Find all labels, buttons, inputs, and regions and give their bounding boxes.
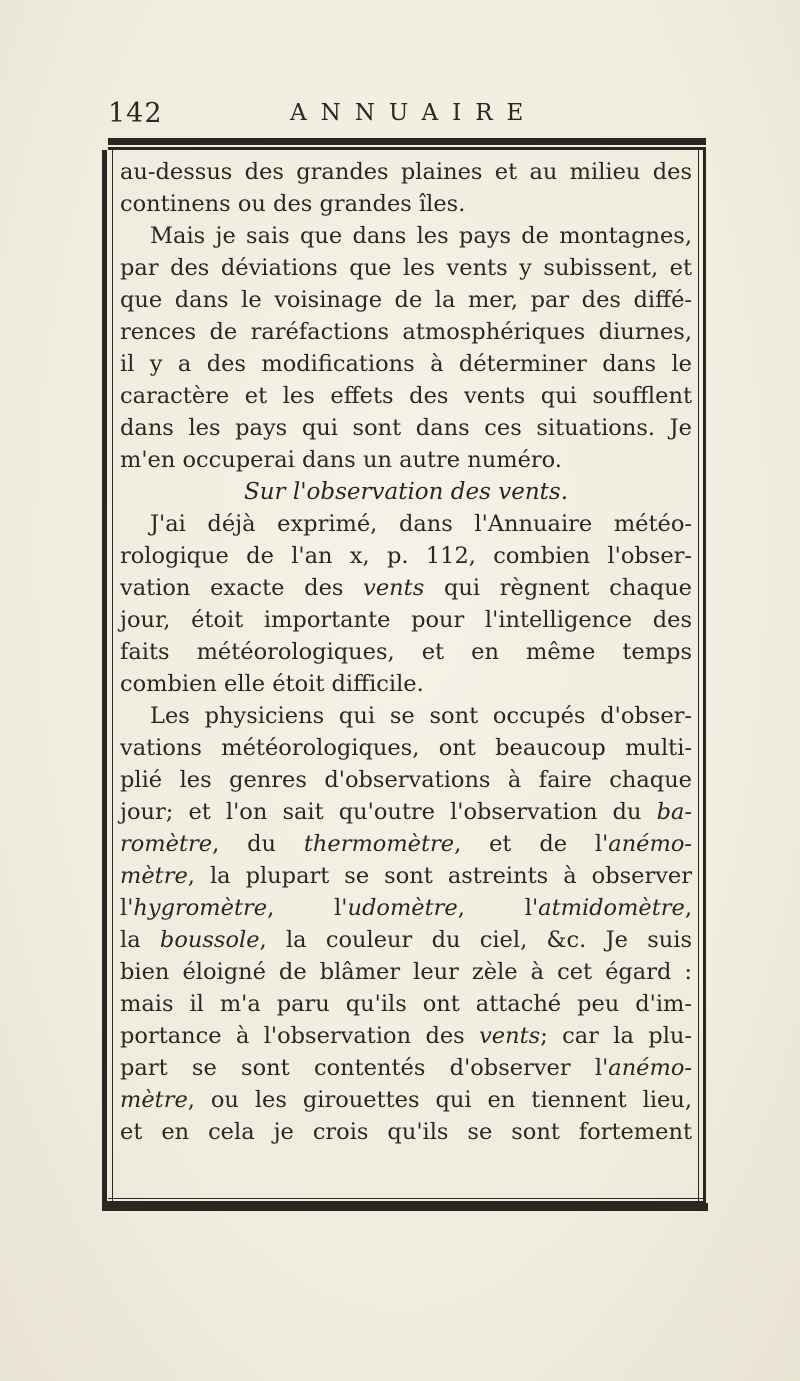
text-line [120,1020,692,1052]
italic-term: anémo- [608,1055,692,1081]
top-rule [108,138,706,147]
text-line [120,1052,692,1084]
text-line: au-dessus des grandes plaines et au milieu des [120,159,692,185]
text-line [120,924,692,956]
text-line: bien éloigné de blâmer leur zèle à cet égard : [120,959,692,985]
italic-term: thermomètre [303,831,455,857]
text-line: J'ai déjà exprimé, dans l'Annuaire météo- [150,511,692,537]
text-run: , l' [267,895,348,921]
text-line: rences de raréfactions atmosphériques diurnes, [120,319,692,345]
text-run: , l' [457,895,539,921]
text-line: rologique de l'an x, p. 112, combien l'obser- [120,543,692,569]
text-line [120,1084,692,1116]
text-run: l' [120,895,134,921]
section-heading: Sur l'observation des vents. [243,479,569,505]
text-run: , du [212,831,304,857]
italic-term: anémo- [608,831,692,857]
paragraph-1 [120,156,692,220]
text-line: Mais je sais que dans les pays de montagnes, [150,223,692,249]
italic-term: ba- [656,799,692,825]
text-line: Les physiciens qui se sont occupés d'obser- [150,703,692,729]
text-run: , [684,895,693,921]
italic-term: mètre [120,863,188,889]
text-run: la [120,927,160,953]
text-run: jour; et l'on sait qu'outre l'observation du [120,799,657,825]
paragraph-3 [120,508,692,700]
text-run: ; car la plu- [540,1023,692,1049]
text-line: il y a des modifications à déterminer dans le [120,351,692,377]
running-head [100,94,710,134]
text-line: jour, étoit importante pour l'intelligence des [120,607,692,633]
text-line: que dans le voisinage de la mer, par des diffé- [120,287,692,313]
text-line: par des déviations que les vents y subissent, et [120,255,692,281]
text-line: vations météorologiques, ont beaucoup multi- [120,735,692,761]
text-run: , la plupart se sont astreints à observer [187,863,692,889]
text-run: vation exacte des [120,575,364,601]
text-run: qui règnent chaque [424,575,692,601]
italic-term: boussole [159,927,260,953]
bottom-rule [102,1203,708,1211]
text-line: faits météorologiques, et en même temps [120,639,692,665]
text-line: caractère et les effets des vents qui soufflent [120,383,692,409]
text-line [120,860,692,892]
bottom-thin-rule [108,1198,704,1199]
italic-term: romètre [120,831,213,857]
body-text [120,156,692,1148]
text-line: m'en occuperai dans un autre numéro. [120,447,562,473]
text-line [120,572,692,604]
running-title: ANNUAIRE [290,100,538,126]
italic-term: atmidomètre [538,895,685,921]
text-run: , ou les girouettes qui en tiennent lieu, [187,1087,692,1113]
text-line: continens ou des grandes îles. [120,191,466,217]
text-run: portance à l'observation des [120,1023,480,1049]
paragraph-4 [120,700,692,1148]
text-line: mais il m'a paru qu'ils ont attaché peu d'im- [120,991,692,1017]
italic-term: vents [363,575,425,601]
italic-term: hygromètre [133,895,268,921]
text-run: , et de l' [454,831,609,857]
text-line [120,828,692,860]
text-run: part se sont contentés d'observer l' [120,1055,609,1081]
text-run: , la couleur du ciel, &c. Je suis [259,927,693,953]
text-line [120,892,692,924]
text-line: dans les pays qui sont dans ces situations. Je [120,415,692,441]
page-number: 142 [108,98,163,129]
italic-term: mètre [120,1087,188,1113]
italic-term: vents [479,1023,541,1049]
text-line: et en cela je crois qu'ils se sont fortement [120,1119,692,1145]
text-line: plié les genres d'observations à faire chaque [120,767,692,793]
paragraph-2 [120,220,692,476]
text-line: combien elle étoit difficile. [120,671,424,697]
text-line [120,796,692,828]
italic-term: udomètre [347,895,458,921]
